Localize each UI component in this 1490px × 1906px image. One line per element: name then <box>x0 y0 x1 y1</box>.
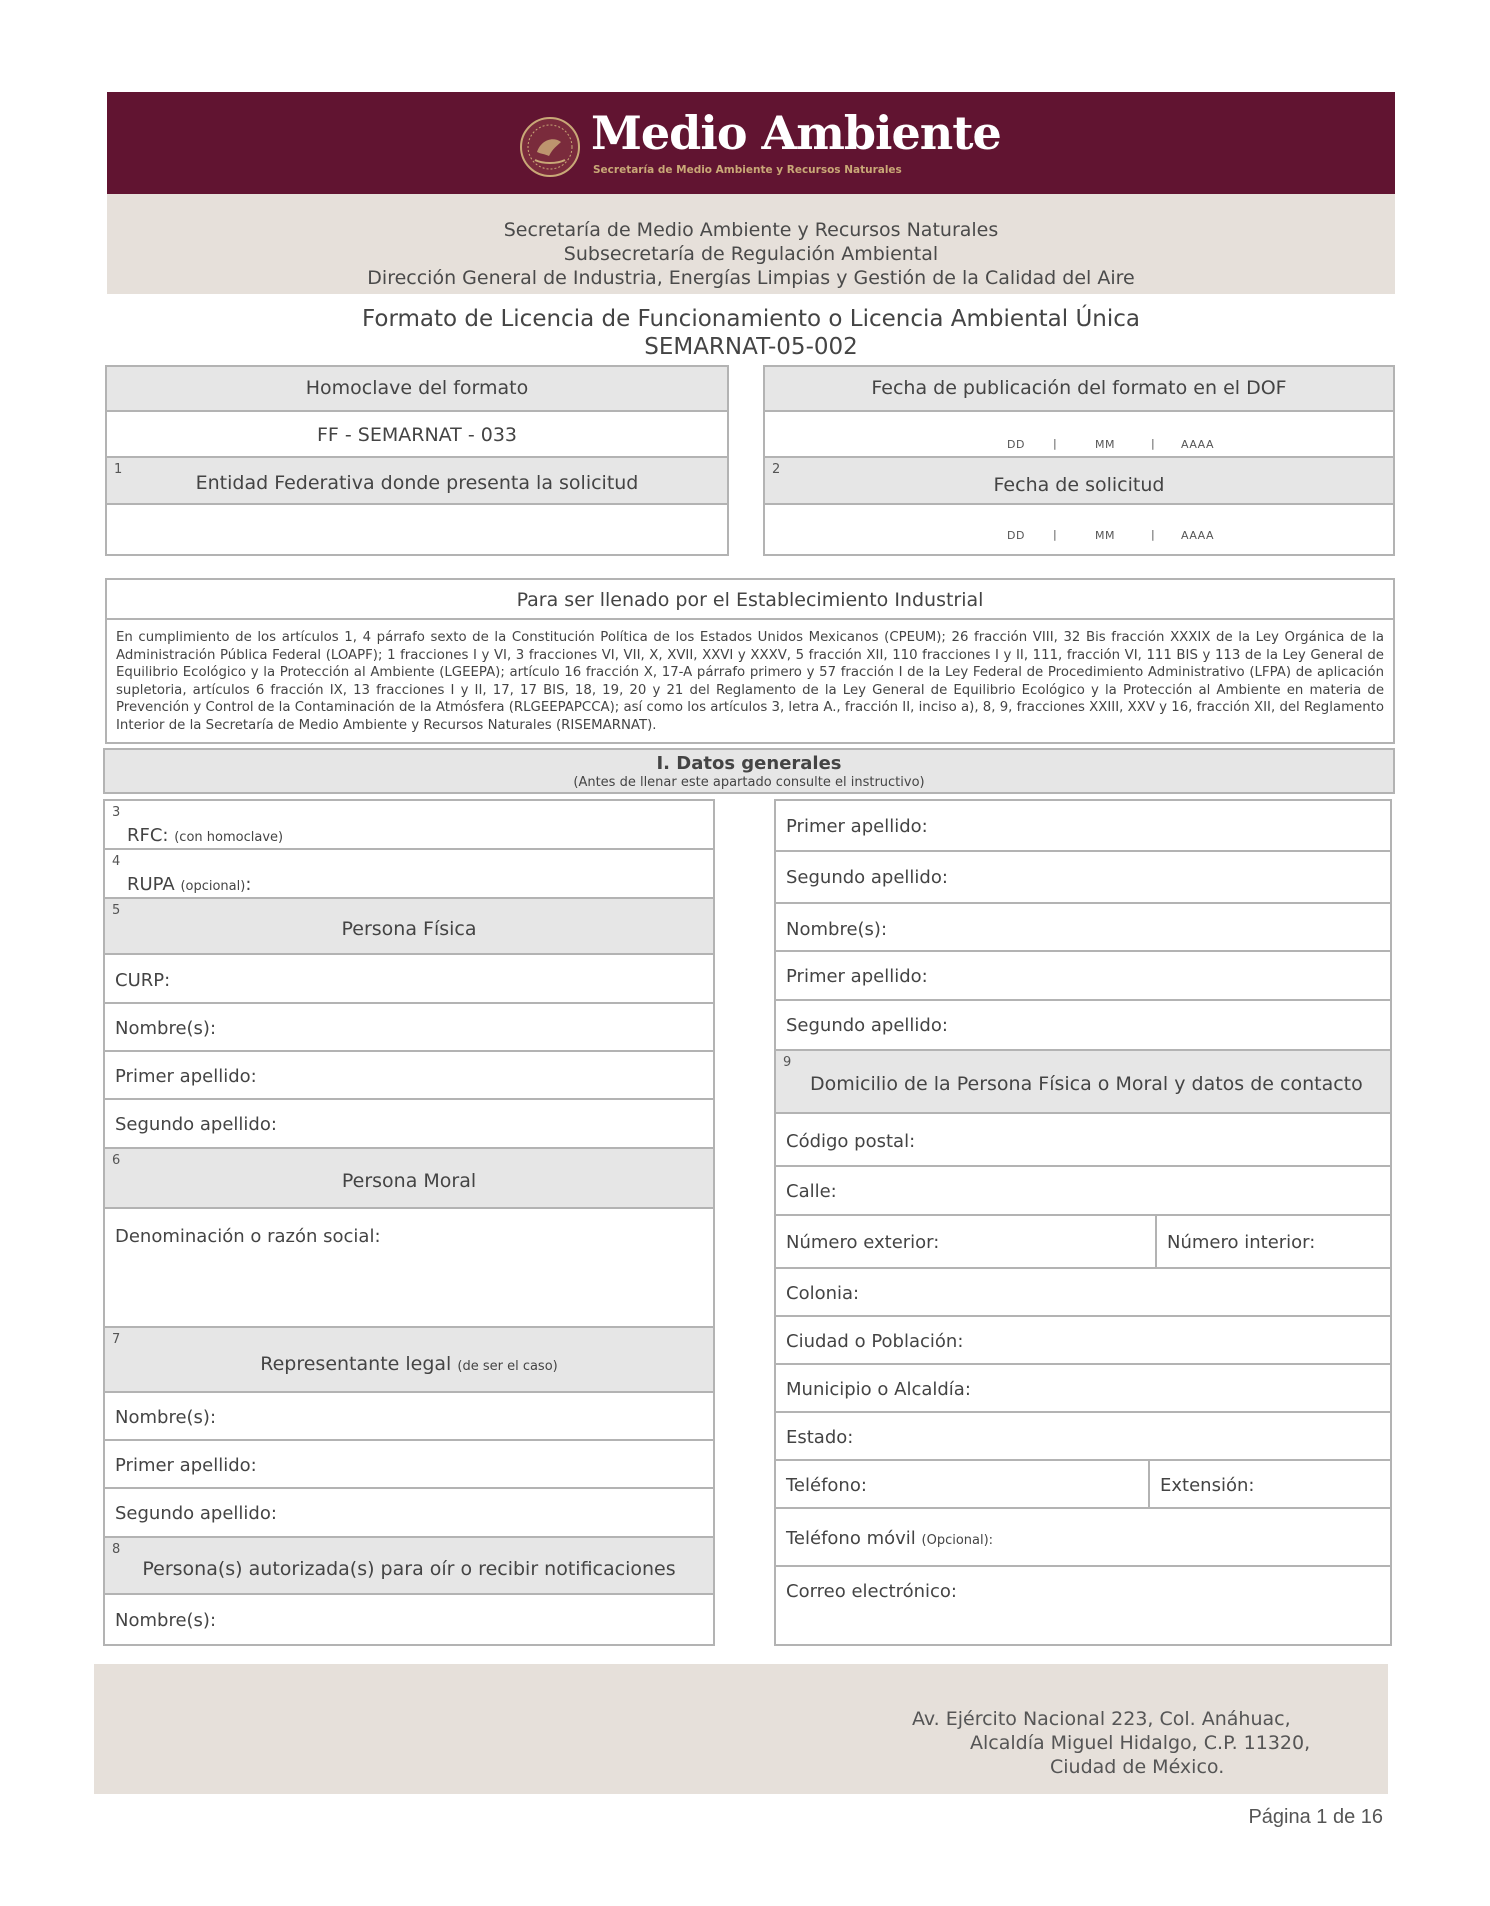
legal-heading: Para ser llenado por el Establecimiento Industrial <box>105 578 1395 620</box>
telefono-field[interactable]: Teléfono: <box>774 1459 1150 1509</box>
org-line-2: Subsecretaría de Regulación Ambiental <box>563 243 939 265</box>
field-number: 1 <box>114 462 123 477</box>
form-title-block <box>107 305 1395 361</box>
section-subtitle: (Antes de llenar este apartado consulte el instructivo) <box>573 775 925 790</box>
header-band <box>107 92 1395 194</box>
footer-band <box>94 1664 1388 1794</box>
aut2-segundo-apellido-field[interactable]: Segundo apellido: <box>774 999 1392 1051</box>
numero-interior-field[interactable]: Número interior: <box>1155 1214 1392 1269</box>
municipio-field[interactable]: Municipio o Alcaldía: <box>774 1363 1392 1413</box>
persona-moral-header: 6 Persona Moral <box>103 1147 715 1209</box>
colonia-field[interactable]: Colonia: <box>774 1267 1392 1317</box>
brand-subtitle: Secretaría de Medio Ambiente y Recursos Naturales <box>593 164 902 176</box>
org-line-1: Secretaría de Medio Ambiente y Recursos Naturales <box>503 219 999 241</box>
fecha-solicitud-input[interactable]: DD | MM | AAAA <box>763 503 1395 556</box>
homoclave-value: FF - SEMARNAT - 033 <box>105 410 729 458</box>
rfc-field[interactable]: 3 RFC: (con homoclave) <box>103 799 715 850</box>
extension-field[interactable]: Extensión: <box>1148 1459 1392 1509</box>
aut-segundo-apellido-field[interactable]: Segundo apellido: <box>774 850 1392 904</box>
dof-date-field[interactable]: DD | MM | AAAA <box>763 410 1395 458</box>
codigo-postal-field[interactable]: Código postal: <box>774 1112 1392 1167</box>
homoclave-header: Homoclave del formato <box>105 365 729 412</box>
estado-field[interactable]: Estado: <box>774 1411 1392 1461</box>
entidad-federativa-input[interactable] <box>105 503 729 556</box>
numero-exterior-field[interactable]: Número exterior: <box>774 1214 1157 1269</box>
rupa-field[interactable]: 4 RUPA (opcional): <box>103 848 715 899</box>
aut-primer-apellido-field[interactable]: Primer apellido: <box>774 799 1392 852</box>
field-number: 2 <box>772 462 781 477</box>
autorizados-header: 8 Persona(s) autorizada(s) para oír o recibir notificaciones <box>103 1536 715 1595</box>
aut2-primer-apellido-field[interactable]: Primer apellido: <box>774 950 1392 1001</box>
telefono-movil-field[interactable]: Teléfono móvil (Opcional): <box>774 1507 1392 1567</box>
representante-legal-header: 7 Representante legal (de ser el caso) <box>103 1326 715 1393</box>
field-1-header: 1 Entidad Federativa donde presenta la solicitud <box>105 456 729 505</box>
field-2-header: 2 Fecha de solicitud <box>763 456 1395 505</box>
section-header <box>103 748 1395 794</box>
pf-primer-apellido-field[interactable]: Primer apellido: <box>103 1050 715 1100</box>
address-line-1: Av. Ejército Nacional 223, Col. Anáhuac, <box>912 1708 1291 1730</box>
rep-segundo-apellido-field[interactable]: Segundo apellido: <box>103 1487 715 1538</box>
pf-nombre-field[interactable]: Nombre(s): <box>103 1002 715 1052</box>
address-line-2: Alcaldía Miguel Hidalgo, C.P. 11320, <box>970 1732 1311 1754</box>
ciudad-field[interactable]: Ciudad o Población: <box>774 1315 1392 1365</box>
page-number: Página 1 de 16 <box>1248 1806 1383 1828</box>
domicilio-header: 9 Domicilio de la Persona Física o Moral y datos de contacto <box>774 1049 1392 1114</box>
aut-nombre-field[interactable]: Nombre(s): <box>103 1593 715 1646</box>
mexican-coat-of-arms-icon <box>519 116 581 178</box>
section-title: I. Datos generales <box>656 753 842 774</box>
address-line-3: Ciudad de México. <box>1050 1756 1225 1778</box>
razon-social-field[interactable]: Denominación o razón social: <box>103 1207 715 1328</box>
dof-header: Fecha de publicación del formato en el DOF <box>763 365 1395 412</box>
legal-text-box <box>105 618 1395 744</box>
curp-field[interactable]: CURP: <box>103 953 715 1004</box>
aut2-nombre-field[interactable]: Nombre(s): <box>774 902 1392 952</box>
persona-fisica-header: 5 Persona Física <box>103 897 715 955</box>
legal-text: En cumplimiento de los artículos 1, 4 párrafo sexto de la Constitución Política de los Estados Unidos Mexicanos (CPEUM); 26 fracción VIII, 32 Bis fracción XXXIX de la Ley Orgánica de la Administración Pública Federal (LOAPF); 1 fracciones I y VI, 3 fracciones VI, VII, X, XVII, XXVI y XXXV, 5 fracción XII, 110 fracciones I y II, 111, fracción VI, 111 BIS y 113 de la Ley General de Equilibrio Ecológico y la Protección al Ambiente (LGEEPA); artículo 16 fracción X, 17-A párrafo primero y 57 fracción I de la Ley Federal de Procedimiento Administrativo (LFPA) de aplicación supletoria, artículos 6 fracción IX, 13 fracciones I y II, 17, 17 BIS, 18, 19, 20 y 21 del Reglamento de la Ley General de Equilibrio Ecológico y la Protección al Ambiente en materia de Prevención y Control de la Contaminación de la Atmósfera (RLGEEPAPCCA); así como los artículos 3, letra A., fracción II, inciso a), 8, 9, fracciones XXIII, XXV y 16, fracción XII, del Reglamento Interior de la Secretaría de Medio Ambiente y Recursos Naturales (RISEMARNAT). <box>116 630 1384 733</box>
rep-primer-apellido-field[interactable]: Primer apellido: <box>103 1439 715 1489</box>
org-line-3: Dirección General de Industria, Energías Limpias y Gestión de la Calidad del Aire <box>367 267 1135 289</box>
org-header <box>107 194 1395 294</box>
rep-nombre-field[interactable]: Nombre(s): <box>103 1391 715 1441</box>
form-code: SEMARNAT-05-002 <box>644 334 858 360</box>
calle-field[interactable]: Calle: <box>774 1165 1392 1216</box>
brand-title: Medio Ambiente <box>591 106 1001 160</box>
pf-segundo-apellido-field[interactable]: Segundo apellido: <box>103 1098 715 1149</box>
correo-field[interactable]: Correo electrónico: <box>774 1565 1392 1646</box>
form-title: Formato de Licencia de Funcionamiento o Licencia Ambiental Única <box>361 306 1140 332</box>
